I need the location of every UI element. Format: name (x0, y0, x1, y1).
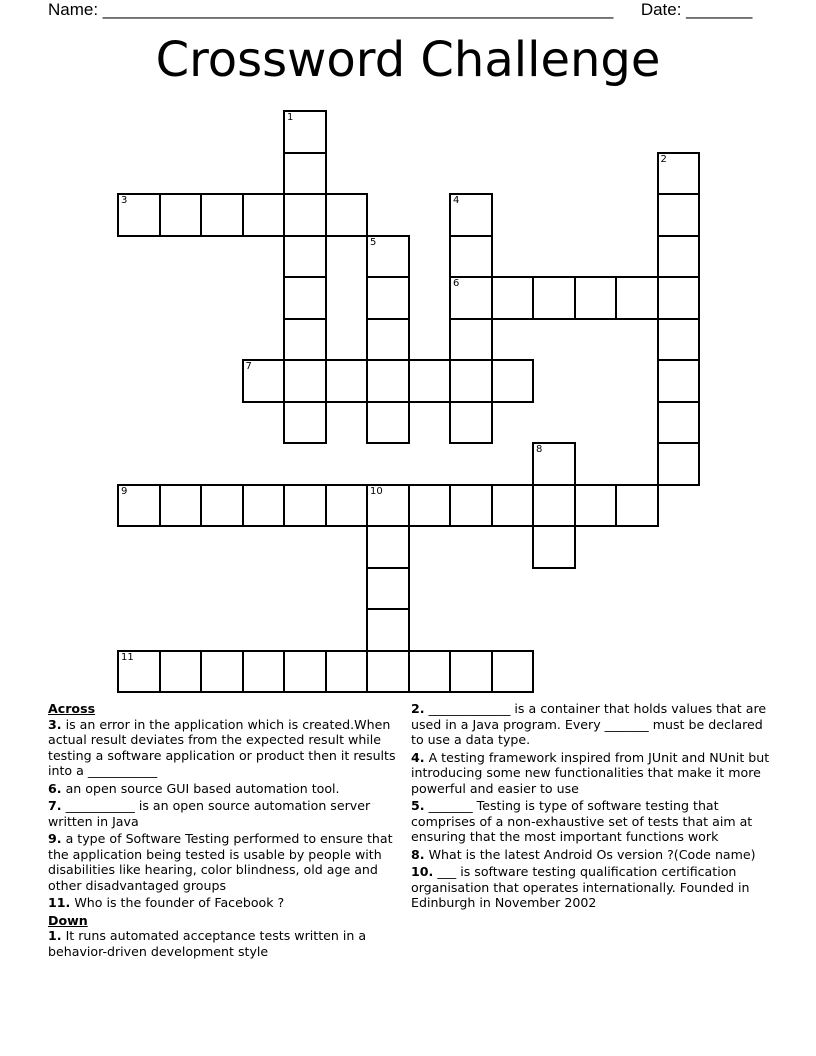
clue-number-label: 4. (411, 749, 425, 765)
grid-cell[interactable] (242, 359, 286, 403)
grid-cell[interactable] (532, 442, 576, 486)
grid-cell[interactable] (159, 484, 203, 528)
clue-number: 9 (121, 485, 128, 497)
clue-text: What is the latest Android Os version ?(Code name) (424, 846, 756, 862)
grid-cell[interactable] (657, 401, 701, 445)
clue-text: an open source GUI based automation tool. (61, 780, 340, 796)
grid-cell[interactable] (283, 193, 327, 237)
grid-cell[interactable] (283, 235, 327, 279)
grid-cell[interactable] (449, 650, 493, 694)
grid-cell[interactable] (532, 484, 576, 528)
grid-cell[interactable] (532, 276, 576, 320)
clue-number: 6 (453, 278, 460, 289)
grid-cell[interactable] (283, 359, 327, 403)
grid-cell[interactable] (449, 318, 493, 362)
grid-cell[interactable] (449, 401, 493, 445)
clues-right-column (411, 701, 771, 913)
clue-number-label: 1. (48, 928, 62, 943)
grid-cell[interactable] (242, 193, 286, 237)
grid-cell[interactable] (366, 608, 410, 652)
clue-item (411, 798, 771, 845)
grid-cell[interactable] (117, 193, 161, 237)
clue-item (48, 781, 408, 797)
grid-cell[interactable] (366, 276, 410, 320)
grid-cell[interactable] (200, 193, 244, 237)
grid-cell[interactable] (366, 359, 410, 403)
name-date-line (48, 0, 752, 20)
date-field-label: Date: _______ (640, 0, 753, 19)
clue-number-label: 5. (411, 798, 425, 813)
grid-cell[interactable] (491, 276, 535, 320)
clue-number-label: 10. (411, 864, 434, 879)
grid-cell[interactable] (200, 650, 244, 694)
clue-number-label: 11. (48, 895, 71, 910)
grid-cell[interactable] (366, 650, 410, 694)
clue-item (48, 717, 408, 779)
grid-cell[interactable] (615, 484, 659, 528)
clue-section-heading: Across (48, 701, 96, 716)
clue-item (411, 847, 771, 863)
clue-number-label: 8. (411, 846, 425, 862)
clue-number: 3 (121, 195, 128, 206)
grid-cell[interactable] (449, 193, 493, 237)
grid-cell[interactable] (283, 276, 327, 320)
grid-cell[interactable] (449, 235, 493, 279)
clue-number-label: 6. (48, 780, 62, 796)
clue-item (411, 864, 771, 911)
clue-text: Who is the founder of Facebook ? (70, 895, 285, 910)
grid-cell[interactable] (325, 359, 369, 403)
grid-cell[interactable] (283, 152, 327, 196)
clue-number: 8 (536, 444, 543, 455)
grid-cell[interactable] (366, 567, 410, 611)
grid-cell[interactable] (366, 235, 410, 279)
clue-item (411, 701, 771, 748)
clue-item (48, 895, 408, 911)
clue-number: 2 (660, 153, 667, 165)
grid-cell[interactable] (491, 484, 535, 528)
grid-cell[interactable] (159, 650, 203, 694)
clue-item (48, 831, 408, 893)
clue-section-heading: Down (48, 912, 88, 928)
grid-cell[interactable] (283, 650, 327, 694)
grid-cell[interactable] (366, 401, 410, 445)
grid-cell[interactable] (449, 276, 493, 320)
clue-number-label: 3. (48, 716, 62, 732)
grid-cell[interactable] (408, 359, 452, 403)
grid-cell[interactable] (449, 484, 493, 528)
grid-cell[interactable] (408, 650, 452, 694)
clue-item (48, 928, 408, 959)
grid-cell[interactable] (283, 484, 327, 528)
grid-cell[interactable] (449, 359, 493, 403)
grid-cell[interactable] (283, 401, 327, 445)
clue-number-label: 2. (411, 701, 425, 716)
grid-cell[interactable] (574, 484, 618, 528)
grid-cell[interactable] (242, 650, 286, 694)
grid-cell[interactable] (491, 359, 535, 403)
clue-text: It runs automated acceptance tests written in a behavior-driven development style (48, 928, 367, 959)
clue-text: ___ is software testing qualification certification organisation that operates internationally. Founded in Edinburgh in November 2002 (411, 864, 750, 910)
clue-text: a type of Software Testing performed to ensure that the application being tested is usable by people with disabilities like hearing, color blindness, old age and other disadvantaged groups (48, 831, 393, 893)
clue-number: 10 (370, 485, 383, 497)
grid-cell[interactable] (657, 152, 701, 196)
grid-cell[interactable] (657, 193, 701, 237)
clue-number: 4 (453, 195, 460, 206)
clue-number: 11 (121, 651, 134, 663)
clue-text: is an error in the application which is created.When actual result deviates from the expected result while testing a software application or product then it results into a ___________ (48, 716, 396, 778)
grid-cell[interactable] (325, 650, 369, 694)
clue-text: A testing framework inspired from JUnit and NUnit but introducing some new functionalities that make it more powerful and easier to use (411, 749, 770, 796)
page-title: Crossword Challenge (155, 32, 661, 88)
grid-cell[interactable] (366, 525, 410, 569)
clue-text: _______ Testing is type of software testing that comprises of a non-exhaustive set of tests that aim at ensuring that the most important functions work (411, 798, 753, 844)
grid-cell[interactable] (325, 484, 369, 528)
grid-cell[interactable] (117, 484, 161, 528)
grid-cell[interactable] (366, 484, 410, 528)
clue-item (411, 750, 771, 797)
clue-item (48, 798, 408, 829)
clue-number: 1 (287, 112, 294, 123)
grid-cell[interactable] (615, 276, 659, 320)
grid-cell[interactable] (242, 484, 286, 528)
grid-cell[interactable] (366, 318, 410, 362)
grid-cell[interactable] (408, 484, 452, 528)
grid-cell[interactable] (657, 318, 701, 362)
grid-cell[interactable] (574, 276, 618, 320)
clue-number: 5 (370, 236, 377, 248)
grid-cell[interactable] (283, 110, 327, 154)
clue-number-label: 9. (48, 831, 62, 846)
clue-text: ___________ is an open source automation server written in Java (48, 798, 371, 829)
grid-cell[interactable] (491, 650, 535, 694)
grid-cell[interactable] (657, 235, 701, 279)
grid-cell[interactable] (657, 359, 701, 403)
clue-number: 7 (245, 361, 252, 372)
grid-cell[interactable] (117, 650, 161, 694)
grid-cell[interactable] (657, 442, 701, 486)
clue-number-label: 7. (48, 798, 62, 813)
grid-cell[interactable] (657, 276, 701, 320)
clue-text: _____________ is a container that holds values that are used in a Java program. Every _______ must be declared to use a data type. (411, 701, 767, 747)
grid-cell[interactable] (325, 193, 369, 237)
grid-cell[interactable] (159, 193, 203, 237)
grid-cell[interactable] (532, 525, 576, 569)
grid-cell[interactable] (283, 318, 327, 362)
grid-cell[interactable] (200, 484, 244, 528)
name-field-label: Name: ______________________________________________________ (48, 0, 614, 19)
clues-left-column (48, 701, 408, 961)
